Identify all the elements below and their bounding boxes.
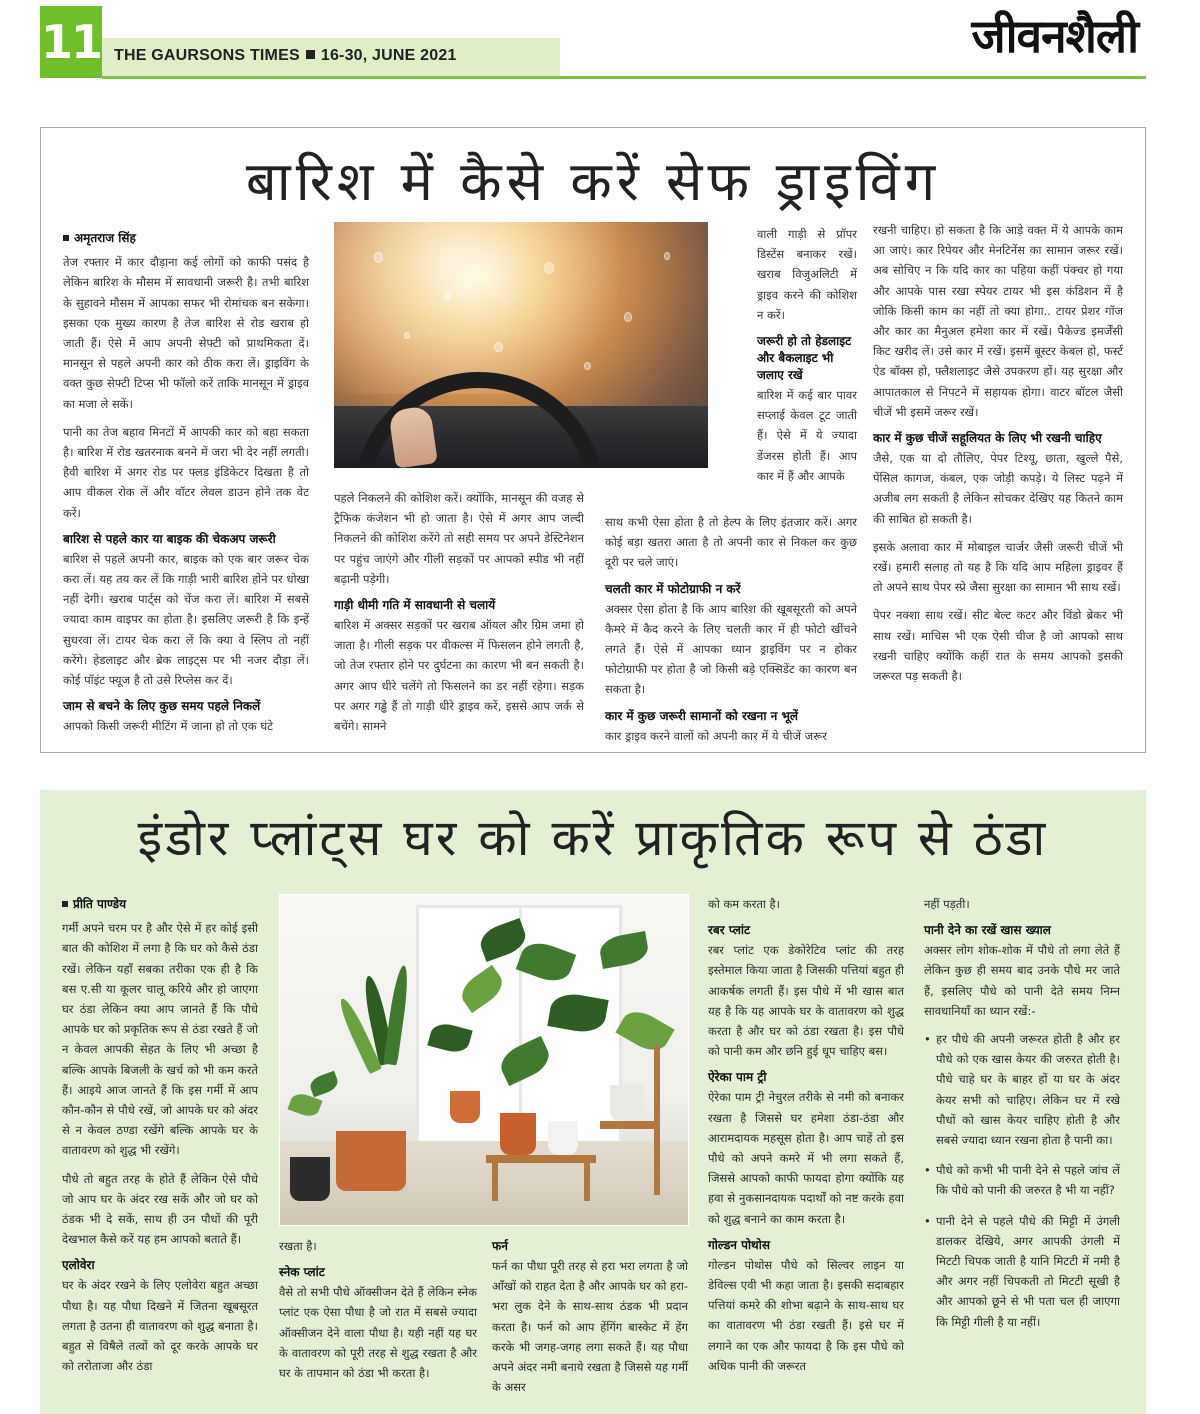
paragraph: पहले निकलने की कोशिश करें। क्योंकि, मानसून की वजह से ट्रैफिक कंजेशन भी हो जाता है। ऐसे में अगर आप जल्दी निकलने की कोशिश करेंगे तो सही समय पर अपने डेस्टिनेशन पर पहुंच जाएंगे और गीली सड़कों पर आपको स्पीड भी नहीं बढ़ानी पड़ेगी। — [334, 491, 584, 586]
plant-stand-leg — [584, 1155, 590, 1201]
raindrop — [664, 252, 670, 260]
section-heading: पानी देने का रखें खास ख्याल — [924, 923, 1051, 938]
paragraph: साथ कभी ऐसा होता है तो हेल्प के लिए इंतजार करें। अगर कोई बड़ा खतरा आता है तो अपनी कार से निकल कर कुछ दूरी पर चले जाएं। — [605, 515, 857, 570]
section-heading: गाड़ी धीमी गति में सावधानी से चलायें — [334, 598, 496, 613]
author-byline: अमृतराज सिंह — [63, 228, 309, 248]
paragraph: रखनी चाहिए। हो सकता है कि आड़े वक्त में ये आपके काम आ जाएं। कार रिपेयर और मेनटिनेंस का सामान जरूर रखें। अब सोचिए न कि यदि कार का पहिया कहीं पंक्चर हो गया और आपके पास रखा स्पेयर टायर भी इस कंडिशन में है जोकि किसी काम का नहीं तो क्या होगा.. टायर प्रेशर गॉज और कार का मैनुअल हमेशा कार में रखें। पैकेज्ड इमर्जेंसी किट खरीद लें। उसे कार में रखें। इसमें बूस्टर केबल हो, फर्स्ट ऐड बॉक्स हो, फ्लैशलाइट जैसे उपकरण हों। यह सुरक्षा और आपातकाल से निपटने में सहायक होगा। वाटर बॉटल जैसी चीजें भी इसमें जरूर रखें। — [873, 223, 1123, 419]
column-text — [334, 488, 584, 736]
paragraph: फर्न का पौधा पूरी तरह से हरा भरा लगता है जो आँखों को राहत देता है और आपके घर को हरा-भरा लुक देने के साथ-साथ ठंडक भी प्रदान करता है। फर्न को आप हेंगिंग बास्केट में हेंग करके भी जगह-जगह लगा सकते हैं। यह पौधा अपने अंदर नमी बनाये रखता है जिससे यह गर्मी के असर — [492, 1259, 688, 1395]
article-column-3 — [605, 512, 857, 754]
column-text — [62, 918, 258, 1376]
plant-stand-leg — [492, 1155, 498, 1201]
section-heading: फर्न — [492, 1239, 508, 1253]
raindrop — [444, 292, 451, 301]
paragraph: अक्सर ऐसा होता है कि आप बारिश की खूबसूरती को अपने कैमरे में कैद करने के लिए चलती कार में ही फोटो खींचने लगते हैं। ऐसे में आपका ध्यान ड्राइविंग पर न होकर फोटोग्राफी पर होता है जो किसी बड़े एक्सिडेंट का कारण बन सकता है। — [605, 601, 857, 697]
article-indoor-plants — [40, 790, 1146, 1414]
section-heading: जाम से बचने के लिए कुछ समय पहले निकलें — [63, 699, 261, 714]
paragraph: पानी का तेज बहाव मिनटों में आपकी कार को बहा सकता है। बारिश में रोड खतरनाक बनने में जरा भी देर नहीं लगती। हैवी बारिश में अगर रोड पर फ्लड इंडिकेटर दिखता है तो आप वीकल रोक लें और वॉटर लेवल डाउन होने तक वेट करें। — [63, 424, 309, 520]
list-item: • हर पौधे की अपनी जरूरत होती है और हर पौधे को एक खास केयर की जरुरत होती है। पौधे चाहे घर के बाहर हों या घर के अंदर केयर सभी को चाहिए। लेकिन घर में रखे पौधों को खास केयर चाहिए होती है और सबसे ज्यादा ध्यान रखना होता है पानी का। — [924, 1029, 1120, 1150]
indoor-plants-photo — [279, 894, 689, 1226]
plant-pot — [336, 1131, 406, 1191]
photo-glare — [334, 222, 708, 394]
plant-pot — [548, 1121, 578, 1155]
plant-pot — [290, 1157, 330, 1201]
section-heading: चलती कार में फोटोग्राफी न करें — [605, 581, 741, 596]
plant-stand — [600, 1121, 660, 1129]
section-heading: एलोवेरा — [62, 1258, 95, 1273]
article-column-3 — [708, 894, 904, 1384]
paragraph: वाली गाड़ी से प्रॉपर डिस्टेंस बनाकर रखें। खराब विजुअलिटी में ड्राइव करने की कोशिश न करें। — [757, 227, 857, 322]
column-text: अक्सर लोग शोक-शोक में पौधे तो लगा लेते हैं लेकिन कुछ ही समय बाद उनके पौधे मर जाते हैं, इसलिए पौधे को पानी देते समय निम्न सावधानियाँ का ध्यान रखें:- — [924, 943, 1120, 1018]
masthead-text — [114, 47, 457, 65]
raindrop — [494, 342, 503, 352]
header-rule — [102, 76, 1146, 79]
article-column-2b — [492, 1236, 688, 1405]
paragraph: को कम करता है। — [708, 897, 781, 911]
column-text — [63, 252, 309, 736]
issue-date: 16-30, JUNE 2021 — [320, 47, 457, 64]
plant-leaf — [308, 1071, 340, 1097]
paragraph: बारिश में अक्सर सड़कों पर खराब ऑयल और ग्रिम जमा हो जाता है। गीली सड़क पर वीकल्स में फिसलन होने लगती है, जो तेज रफ्तार होने पर दुर्घटना का कारण भी बन सकती है। अगर आप धीरे चलेंगे तो फिसलने का डर नहीं रहेगा। सड़क पर अगर गड्ढे हैं तो गाड़ी धीरे ड्राइव करें, इससे आप जर्क से बचेंगे। सामने — [334, 618, 584, 734]
article-column-2 — [279, 1236, 477, 1391]
article-column-3-top — [757, 224, 857, 494]
raindrop — [374, 252, 383, 263]
article-column-4 — [873, 220, 1123, 694]
article-column-2 — [334, 488, 584, 744]
section-heading: ऐरेका पाम ट्री — [708, 1070, 767, 1085]
section-heading: स्नेक प्लांट — [279, 1265, 325, 1280]
plant-pot — [450, 1091, 480, 1123]
paragraph: कार ड्राइव करने वालों को अपनी कार में ये चीजें जरूर — [605, 728, 827, 743]
article-safe-driving — [40, 127, 1146, 753]
plant-pot — [500, 1113, 536, 1155]
column-text — [605, 512, 857, 746]
article-column-1 — [63, 228, 309, 744]
paragraph: ऐरेका पाम ट्री नेचुरल तरीके से नमी को बनाकर रखता है जिससे घर हमेशा ठंडा-ठंडा और आरामदायक महसूस होता है। आप चाहें तो इस पौधे को अपने कमरे में भी लगा सकते हैं, जिससे आपको काफी फायदा होगा क्योंकि यह हवा से नुकसानदायक पदार्थों को नष्ट करके हवा को शुद्ध बनाने का काम करता है। — [708, 1090, 904, 1226]
paragraph: रबर प्लांट एक डेकोरेटिव प्लांट की तरह इस्तेमाल किया जाता है जिसकी पत्तियां बहुत ही आकर्षक लगती हैं। इस पौधे में भी खास बात यह है कि यह आपके घर के वातावरण को शुद्ध करता है और घर को ठंडा रखता है। इस पौधे को पानी कम और छनि हुई धूप चाहिए बस। — [708, 943, 904, 1059]
list-item: • पौधे को कभी भी पानी देने से पहले जांच लें कि पौधे को पानी की जरुरत है भी या नहीं? — [924, 1160, 1120, 1200]
author-byline: प्रीति पाण्डेय — [62, 894, 258, 914]
snake-plant-leaf — [383, 965, 411, 1066]
raindrop — [584, 362, 591, 370]
column-text — [708, 894, 904, 1376]
paragraph: आपको किसी जरूरी मीटिंग में जाना हो तो एक घंटे — [63, 719, 273, 734]
paragraph: गोल्डन पोथोस पौधे को सिल्वर लाइन या डेविल्स एवी भी कहा जाता है। इसकी सदाबहार पत्तियां कमरे की शोभा बढ़ाने के साथ-साथ घर का वातावरण भी ठंडा रखती हैं। इसे घर में लगाने का एक और फायदा है कि इस पौधे को अधिक पानी की जरूरत — [708, 1257, 904, 1373]
article-column-1 — [62, 894, 258, 1384]
column-text — [492, 1238, 688, 1397]
masthead-bar — [102, 38, 560, 76]
article-title: बारिश में कैसे करें सेफ ड्राइविंग — [245, 150, 941, 213]
section-heading: रबर प्लांट — [708, 923, 751, 938]
watering-tips-list — [924, 1029, 1120, 1332]
page-number: 11 — [40, 6, 102, 78]
page-header — [40, 6, 1146, 82]
publication-name: THE GAURSONS TIMES — [114, 47, 300, 64]
paragraph: रखता है। — [279, 1239, 317, 1253]
article-title: इंडोर प्लांट्स घर को करें प्राकृतिक रूप से ठंडा — [137, 809, 1049, 867]
rain-windshield-photo — [334, 222, 708, 468]
raindrop — [544, 262, 554, 274]
paragraph: बारिश से पहले अपनी कार, बाइक को एक बार जरूर चेक करा लें। यह तय कर लें कि गाड़ी भारी बारिश होने पर धोखा नहीं देगी। खराब पार्ट्स को चेंज करा लें। बारिश में सबसे ज्यादा काम वाइपर का होता है। इसलिए जरूरी है कि इन्हें सुधरवा लें। टायर चेक करा लें कि क्या वे स्लिप तो नहीं करेंगे। हेडलाइट और ब्रेक लाइट्स पर भी नजर दौड़ा लें। कोई पॉइंट फ्यूज है तो उसे रिप्लेस कर दें। — [63, 551, 309, 688]
paragraph: इसके अलावा कार में मोबाइल चार्जर जैसी जरूरी चीजें भी रखें। हमारी सलाह तो यह है कि यदि आप महिला ड्राइवर हैं तो अपने साथ पेपर स्प्रे जैसा सुरक्षा का सामान भी साथ रखें। — [873, 539, 1123, 595]
section-heading: बारिश से पहले कार या बाइक की चेकअप जरूरी — [63, 531, 276, 546]
paragraph: तेज रफ्तार में कार दौड़ाना कई लोगों को काफी पसंद है लेकिन बारिश के मौसम में सावधानी जरूरी है। तभी बारिश के सुहावने मौसम में आपका सफर भी रोमांचक बन सकेगा। इसका एक मुख्य कारण है तेज बारिश से रोड खराब हो जाती हैं। ऐसे में आप अपनी सेफ्टी को प्राथमिकता दें। मानसून से पहले अपनी कार को ठीक करा लें। ड्राइविंग के वक्त कुछ सेफ्टी टिप्स भी फॉलो करें ताकि मानसून में ड्राइव का मजा ले सकें। — [63, 255, 309, 411]
article-column-4 — [924, 894, 1120, 1342]
paragraph: पेपर नक्शा साथ रखें। सीट बेल्ट कटर और विंडो ब्रेकर भी साथ रखें। माचिस भी एक ऐसी चीज है जो आपको साथ रखनी चाहिए क्योंकि कहीं रात के समय आपको इसकी जरूरत पड़ सकती है। — [873, 608, 1123, 684]
paragraph: पौधे तो बहुत तरह के होते हैं लेकिन ऐसे पौधे जो आप घर के अंदर रख सकें और जो घर को ठंडक भी दे सकें, साथ ही उन पौधों की पूरी देखभाल कैसे करें यह हम आपको बताते हैं। — [62, 1171, 258, 1247]
column-text — [873, 220, 1123, 686]
column-text — [279, 1236, 477, 1383]
paragraph: बारिश में कई बार पावर सप्लाई केवल टूट जाती हैं। ऐसे में ये ज्यादा डेंजरस होती हैं। आप कार में हैं और आपके — [757, 388, 857, 483]
raindrop — [404, 332, 410, 339]
square-separator-icon — [306, 50, 315, 59]
paragraph: वैसे तो सभी पौधे ऑक्सीजन देते हैं लेकिन स्नेक प्लांट एक ऐसा पौधा है जो रात में सबसे ज्यादा ऑक्सीजन देने वाला पौधा है। यही नहीं यह घर के वातावरण को पूरी तरह से शुद्ध रखता है और घर के तापमान को ठंडा भी करता है। — [279, 1285, 477, 1381]
plant-stand-leg — [654, 1045, 660, 1195]
section-heading: जरूरी हो तो हेडलाइट और बैकलाइट भी जलाए रखें — [757, 334, 852, 383]
section-heading: कार में कुछ चीजें सहूलियत के लिए भी रखनी चाहिए — [873, 431, 1102, 446]
plant-pot — [610, 1085, 644, 1121]
plant-stand — [486, 1155, 596, 1163]
column-text — [757, 224, 857, 486]
paragraph: गर्मी अपने चरम पर है और ऐसे में हर कोई इसी बात की कोशिश में लगा है कि घर को कैसे ठंडा रखें। लेकिन यहाँ सबका तरीका एक ही है कि बस ए.सी या कूलर चालू करिये और हो जाएगा घर ठंडा लेकिन क्या आप जानते हैं कि पौधे आपके घर को प्रकृतिक रूप से ठंडा रखते हैं जो न केवल आपकी सेहत के लिए भी अच्छा है बल्कि आपके बिजली के खर्च को भी कम करते हैं। आइये आज जानते हैं कि इस गर्मी में आप कौन-कौन से पौधे रखें, जो आपके घर को अंदर से न केवल ठण्डा रखेंगे बल्कि आपके घर के वातावरण को शुद्ध भी रखेंगे। — [62, 921, 258, 1158]
list-item: • पानी देने से पहले पौधे की मिट्टी में उंगली डालकर देखिये, अगर आपकी उंगली में मिटटी चिपक जाती है यानि मिटटी में नमी है और अगर नहीं चिपकती तो मिटटी सूखी है और आपको छूने से भी पता चल ही जाएगा कि मिट्टी गीली है या नहीं। — [924, 1211, 1120, 1332]
section-heading: कार में कुछ जरूरी सामानों को रखना न भूलें — [605, 708, 799, 723]
section-heading: गोल्डन पोथोस — [708, 1237, 770, 1252]
plant-leaf — [615, 1005, 674, 1058]
column-text: नहीं पड़ती। — [924, 897, 970, 911]
section-name: जीवनशैली — [971, 9, 1138, 63]
paragraph: जैसे, एक या दो तौलिए, पेपर टिश्यू, छाता, खुल्ले पैसे, पेंसिल कागज, कंबल, एक जोड़ी कपड़े। ये लिस्ट पढ़ने में अजीब लग सकती है लेकिन सोचकर देखिए यह कितने काम की साबित हो सकती है। — [873, 451, 1123, 526]
raindrop — [624, 312, 632, 322]
paragraph: घर के अंदर रखने के लिए एलोवेरा बहुत अच्छा पौधा है। यह पौधा दिखने में जितना खूबसूरत लगता है उतना ही वातावरण को शुद्ध बनाता है। बहुत से विषैले तत्वों को दूर करके आपके घर को तरोताजा और ठंडा — [62, 1278, 258, 1374]
